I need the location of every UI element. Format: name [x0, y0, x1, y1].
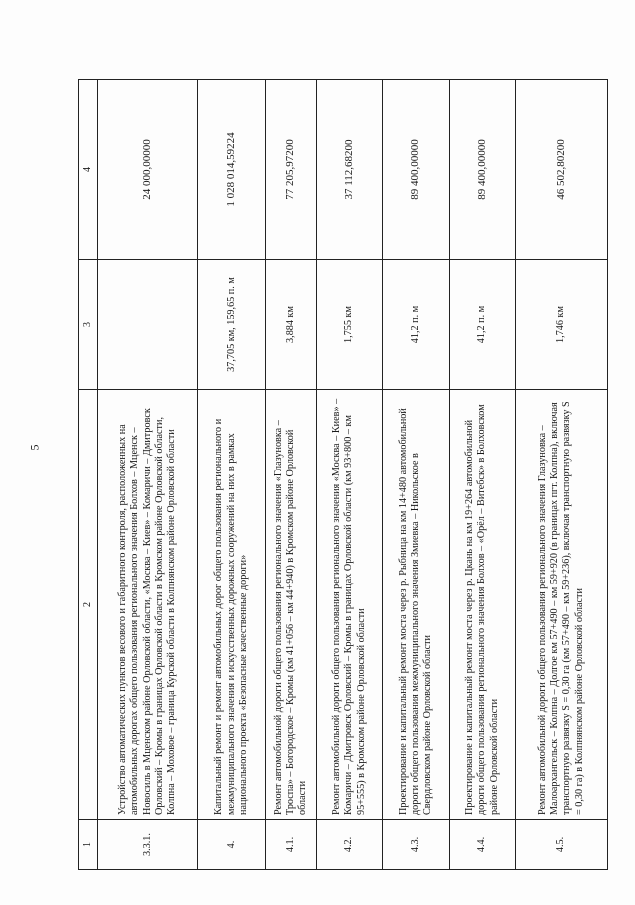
column-header-1: 1	[79, 820, 98, 870]
row-number: 4.5.	[515, 820, 607, 870]
row-amount: 46 502,80200	[515, 80, 607, 260]
row-description: Проектирование и капитальный ремонт моста через р. Цкань на км 19+264 автомобильной дороги общего пользования регионального значения Болхов – «Орёл – Витебск» в Болховском районе Орловской области	[450, 390, 516, 820]
row-number: 4.1.	[265, 820, 316, 870]
row-quantity: 1,755 км	[317, 260, 383, 390]
row-quantity: 3,884 км	[265, 260, 316, 390]
row-amount: 89 400,00000	[450, 80, 516, 260]
table-row	[198, 80, 266, 870]
row-amount: 24 000,00000	[98, 80, 198, 260]
table-row	[450, 80, 516, 870]
rotated-table-container	[78, 80, 608, 870]
row-quantity	[98, 260, 198, 390]
row-amount: 37 112,68200	[317, 80, 383, 260]
table-row	[317, 80, 383, 870]
row-number: 4.4.	[450, 820, 516, 870]
table-header-row	[79, 80, 98, 870]
row-number: 4.2.	[317, 820, 383, 870]
row-quantity: 41,2 п. м	[382, 260, 450, 390]
page-number: 5	[27, 444, 42, 451]
column-header-4: 4	[79, 80, 98, 260]
table-wrapper	[78, 80, 608, 870]
row-description: Капитальный ремонт и ремонт автомобильных дорог общего пользования регионального и межмуниципального значения и искусственных дорожных сооружений на них в рамках национального проекта «Безопасные качественные дороги»	[198, 390, 266, 820]
table-row	[98, 80, 198, 870]
row-quantity: 41,2 п. м	[450, 260, 516, 390]
table-row	[382, 80, 450, 870]
row-description: Ремонт автомобильной дороги общего пользования регионального значения «Глазуновка – Троспа» – Богородское – Кромы (км 41+056 – км 44+940) в Кромском районе Орловской области	[265, 390, 316, 820]
row-amount: 1 028 014,59224	[198, 80, 266, 260]
row-number: 4.3.	[382, 820, 450, 870]
table-row	[265, 80, 316, 870]
row-amount: 77 205,97200	[265, 80, 316, 260]
column-header-2: 2	[79, 390, 98, 820]
row-quantity: 1,746 км	[515, 260, 607, 390]
row-amount: 89 400,00000	[382, 80, 450, 260]
row-description: Проектирование и капитальный ремонт моста через р. Рыбница на км 14+480 автомобильной дороги общего пользования межмуниципального значения Змиевка – Никольское в Свердловском районе Орловской области	[382, 390, 450, 820]
row-number: 4.	[198, 820, 266, 870]
column-header-3: 3	[79, 260, 98, 390]
budget-table	[78, 79, 608, 870]
row-description: Ремонт автомобильной дороги общего пользования регионального значения Глазуновка – Малоархангельск – Колпна – Долгое км 57+490 – км 59+920 (в границах пгт. Колпна), включая транспортную развязку S = 0,30 га (км 57+490 – км 59+236), включая транспортную развязку S = 0,30 га) в Колпнянском районе Орловской области	[515, 390, 607, 820]
table-row	[515, 80, 607, 870]
row-description: Ремонт автомобильной дороги общего пользования регионального значения «Москва – Киев» – Комаричи – Дмитровск Орловский – Кромы в границах Орловской области (км 93+800 – км 95+555) в Кромском районе Орловской области	[317, 390, 383, 820]
row-quantity: 37,705 км, 159,65 п. м	[198, 260, 266, 390]
row-description: Устройство автоматических пунктов весового и габаритного контроля, расположенных на автомобильных дорогах общего пользования регионального значения Болхов – Мценск – Новосиль в Мценском районе Орловской области, «Москва – Киев» – Комаричи – Дмитровск Орловский – Кромы в границах Орловской области в Кромском районе Орловской области, Колпна – Моховое – граница Курской области в Колпнянском районе Орловской области	[98, 390, 198, 820]
row-number: 3.3.1.	[98, 820, 198, 870]
